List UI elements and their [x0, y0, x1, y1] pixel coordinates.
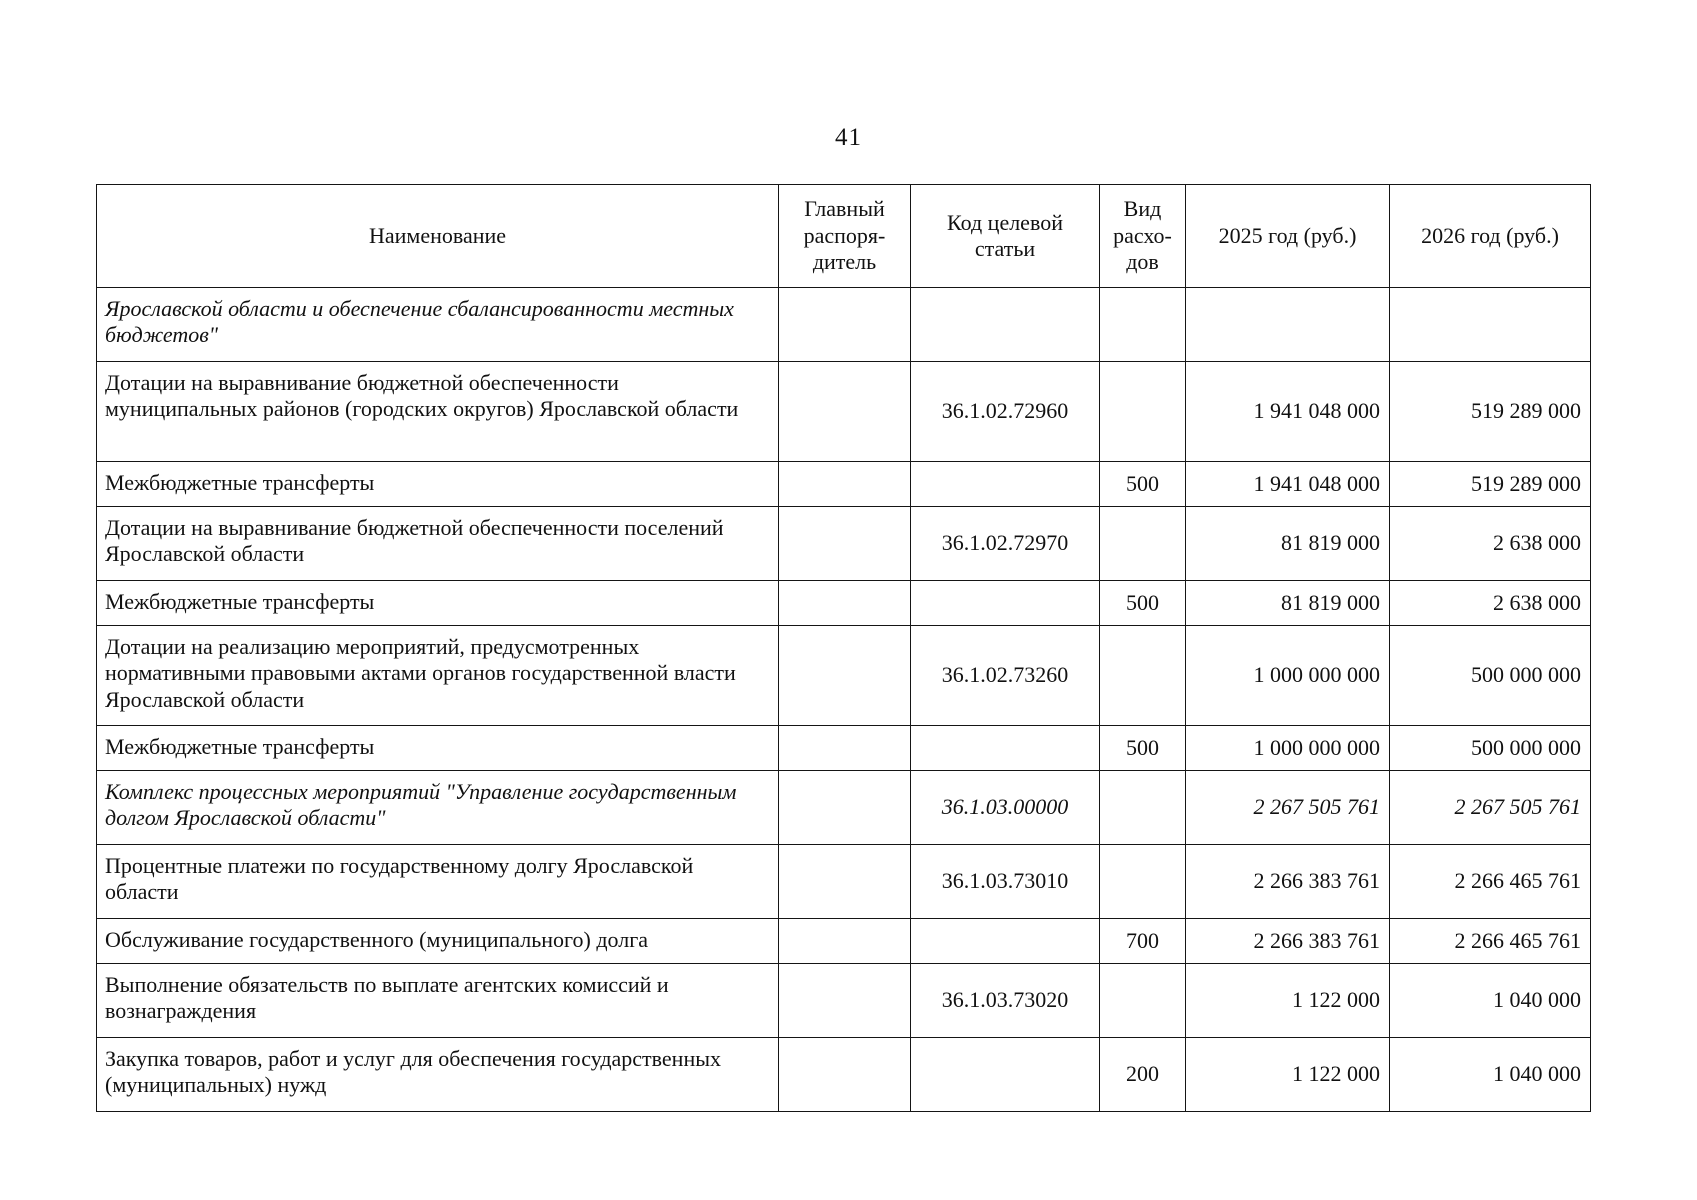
- row-2025: 81 819 000: [1186, 507, 1390, 581]
- header-2025: 2025 год (руб.): [1186, 185, 1390, 288]
- row-2026: 519 289 000: [1390, 362, 1591, 462]
- row-name: Межбюджетные трансферты: [97, 581, 779, 626]
- row-name: Ярославской области и обеспечение сбалансированности местных бюджетов": [97, 288, 779, 362]
- row-2026: 2 266 465 761: [1390, 919, 1591, 964]
- row-manager: [779, 288, 911, 362]
- row-2026: 519 289 000: [1390, 462, 1591, 507]
- row-2026: 500 000 000: [1390, 726, 1591, 771]
- table-row: [97, 1038, 1591, 1112]
- row-2025: 1 941 048 000: [1186, 462, 1390, 507]
- row-code: [911, 462, 1100, 507]
- row-name: Межбюджетные трансферты: [97, 462, 779, 507]
- row-code: [911, 288, 1100, 362]
- row-type: [1100, 362, 1186, 462]
- row-type: 500: [1100, 581, 1186, 626]
- row-code: 36.1.02.72960: [911, 362, 1100, 462]
- row-2025: 1 122 000: [1186, 1038, 1390, 1112]
- header-code: Код целевой статьи: [911, 185, 1100, 288]
- row-2026: [1390, 288, 1591, 362]
- table-row: [97, 919, 1591, 964]
- row-code: [911, 726, 1100, 771]
- row-manager: [779, 726, 911, 771]
- row-name: Обслуживание государственного (муниципального) долга: [97, 919, 779, 964]
- row-manager: [779, 1038, 911, 1112]
- row-2025: 1 000 000 000: [1186, 726, 1390, 771]
- header-type: Вид расхо-дов: [1100, 185, 1186, 288]
- row-2025: 2 266 383 761: [1186, 919, 1390, 964]
- row-code: [911, 919, 1100, 964]
- row-type: 700: [1100, 919, 1186, 964]
- table-row: [97, 726, 1591, 771]
- row-type: 500: [1100, 462, 1186, 507]
- row-2026: 2 266 465 761: [1390, 845, 1591, 919]
- row-type: [1100, 288, 1186, 362]
- row-2026: 2 638 000: [1390, 507, 1591, 581]
- row-name: Закупка товаров, работ и услуг для обеспечения государственных (муниципальных) нужд: [97, 1038, 779, 1112]
- table-body: [97, 288, 1591, 1112]
- row-name: Межбюджетные трансферты: [97, 726, 779, 771]
- row-2025: 1 122 000: [1186, 964, 1390, 1038]
- row-name: Процентные платежи по государственному долгу Ярославской области: [97, 845, 779, 919]
- row-manager: [779, 845, 911, 919]
- row-code: 36.1.03.00000: [911, 771, 1100, 845]
- table-row: [97, 288, 1591, 362]
- row-2025: [1186, 288, 1390, 362]
- row-2025: 1 000 000 000: [1186, 626, 1390, 726]
- row-name: Выполнение обязательств по выплате агентских комиссий и вознаграждения: [97, 964, 779, 1038]
- table-row: [97, 581, 1591, 626]
- row-code: [911, 1038, 1100, 1112]
- table-header-row: [97, 185, 1591, 288]
- table-row: [97, 362, 1591, 462]
- row-manager: [779, 462, 911, 507]
- page-number: 41: [835, 124, 862, 151]
- header-manager: Главный распоря-дитель: [779, 185, 911, 288]
- header-2026: 2026 год (руб.): [1390, 185, 1591, 288]
- row-code: 36.1.02.73260: [911, 626, 1100, 726]
- row-2026: 1 040 000: [1390, 1038, 1591, 1112]
- row-manager: [779, 581, 911, 626]
- row-manager: [779, 507, 911, 581]
- row-code: 36.1.03.73020: [911, 964, 1100, 1038]
- row-type: [1100, 845, 1186, 919]
- header-name: Наименование: [97, 185, 779, 288]
- row-manager: [779, 626, 911, 726]
- row-code: [911, 581, 1100, 626]
- row-manager: [779, 771, 911, 845]
- table-row: [97, 771, 1591, 845]
- row-name: Дотации на выравнивание бюджетной обеспеченности поселений Ярославской области: [97, 507, 779, 581]
- row-name: Дотации на выравнивание бюджетной обеспеченности муниципальных районов (городских округов) Ярославской области: [97, 362, 779, 462]
- row-name: Комплекс процессных мероприятий "Управление государственным долгом Ярославской области": [97, 771, 779, 845]
- table-row: [97, 507, 1591, 581]
- row-type: 500: [1100, 726, 1186, 771]
- row-name: Дотации на реализацию мероприятий, предусмотренных нормативными правовыми актами органов государственной власти Ярославской области: [97, 626, 779, 726]
- table-row: [97, 964, 1591, 1038]
- row-manager: [779, 362, 911, 462]
- row-type: [1100, 626, 1186, 726]
- row-manager: [779, 964, 911, 1038]
- row-code: 36.1.03.73010: [911, 845, 1100, 919]
- table-row: [97, 626, 1591, 726]
- row-type: [1100, 507, 1186, 581]
- row-2026: 500 000 000: [1390, 626, 1591, 726]
- row-2025: 2 266 383 761: [1186, 845, 1390, 919]
- row-2025: 81 819 000: [1186, 581, 1390, 626]
- row-type: 200: [1100, 1038, 1186, 1112]
- row-type: [1100, 964, 1186, 1038]
- row-type: [1100, 771, 1186, 845]
- row-2026: 1 040 000: [1390, 964, 1591, 1038]
- row-2026: 2 638 000: [1390, 581, 1591, 626]
- table-row: [97, 462, 1591, 507]
- budget-table: [96, 184, 1591, 1112]
- row-manager: [779, 919, 911, 964]
- row-2025: 1 941 048 000: [1186, 362, 1390, 462]
- row-2026: 2 267 505 761: [1390, 771, 1591, 845]
- row-code: 36.1.02.72970: [911, 507, 1100, 581]
- table-row: [97, 845, 1591, 919]
- row-2025: 2 267 505 761: [1186, 771, 1390, 845]
